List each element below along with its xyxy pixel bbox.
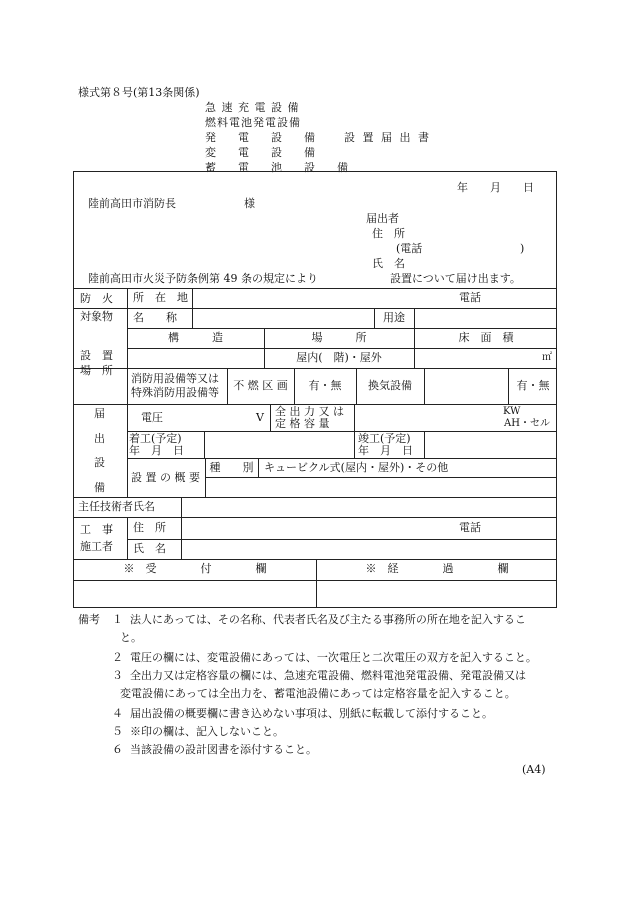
applicant-name-label: 氏 名 <box>372 257 405 270</box>
floor-area-label: 床 面 積 <box>458 331 514 344</box>
summary-label: 設 置 の 概 要 <box>131 471 200 484</box>
equipment-line-4: 変 電 設 備 <box>205 146 315 159</box>
output-unit-ah: AH・セル <box>504 418 550 429</box>
fireproof-value: 有・無 <box>308 379 342 392</box>
note-3-line1: 全出力又は定格容量の欄には、急速充電設備、燃料電池発電設備、発電設備又は <box>130 669 526 682</box>
paper-size: (A4) <box>522 763 546 776</box>
contractor-header-line2: 施工者 <box>80 540 113 553</box>
start-date-line1: 着工(予定) <box>129 432 182 445</box>
equipment-line-1: 急 速 充 電 設 備 <box>205 101 300 114</box>
finish-date-line1: 竣工(予定) <box>358 432 411 445</box>
form-title-suffix: 設 置 届 出 書 <box>344 131 431 144</box>
note-1-line2: と。 <box>120 631 142 644</box>
fireproof-label: 不 燃 区 画 <box>233 379 288 392</box>
finish-date-line2: 年 月 日 <box>358 444 413 457</box>
note-1-line1: 法人にあっては、その名称、代表者氏名及び主たる事務所の所在地を記入するこ <box>130 613 526 626</box>
type-label: 種 別 <box>209 461 254 474</box>
note-5-number: ５ <box>112 725 123 738</box>
install-header-line2: 場 所 <box>80 364 113 377</box>
ventilation-label: 換気設備 <box>368 379 412 392</box>
output-unit-kw: KW <box>503 406 521 417</box>
applicant-address-label: 住 所 <box>372 227 405 240</box>
target-header-line1: 防 火 <box>80 292 113 305</box>
note-6-line1: 当該設備の設計図書を添付すること。 <box>130 743 317 756</box>
start-date-line2: 年 月 日 <box>129 444 184 457</box>
structure-label: 構 造 <box>168 331 223 344</box>
notes-heading: 備考 <box>78 613 100 626</box>
contractor-address-label: 住 所 <box>133 521 166 534</box>
statement-right: 設置について届け出ます。 <box>390 272 521 285</box>
equipment-line-3: 発 電 設 備 <box>205 131 315 144</box>
note-2-line1: 電圧の欄には、変電設備にあっては、一次電圧と二次電圧の双方を記入すること。 <box>130 651 537 664</box>
contractor-phone-label: 電話 <box>459 521 481 534</box>
note-1-number: １ <box>112 613 123 626</box>
target-name-label: 名 称 <box>133 311 177 324</box>
type-value: キュービクル式(屋内・屋外)・その他 <box>264 461 449 474</box>
voltage-unit: V <box>256 411 264 424</box>
place-label: 場 所 <box>311 331 367 344</box>
note-4-line1: 届出設備の概要欄に書き込めない事項は、別紙に転載して添付すること。 <box>130 707 493 720</box>
notification-form <box>73 171 557 608</box>
fire-equipment-line2: 特殊消防用設備等 <box>131 386 219 399</box>
applicant-label: 届出者 <box>366 212 399 225</box>
target-header-line2: 対象物 <box>80 310 113 323</box>
output-label-line2: 定 格 容 量 <box>275 417 330 430</box>
output-label-line1: 全 出 力 又 は <box>275 405 344 418</box>
addressee: 陸前高田市消防長 <box>88 197 176 210</box>
install-header-line1: 設 置 <box>80 349 113 362</box>
note-2-number: ２ <box>112 651 123 664</box>
equipment-header-char-1: 届 <box>94 407 105 420</box>
note-3-number: ３ <box>112 669 123 682</box>
target-location-label: 所 在 地 <box>133 291 188 304</box>
equipment-line-5: 蓄 電 池 設 備 <box>205 161 348 174</box>
equipment-header-char-3: 設 <box>94 456 105 469</box>
fire-equipment-line1: 消防用設備等又は <box>131 372 219 385</box>
target-phone-label: 電話 <box>459 291 481 304</box>
contractor-name-label: 氏 名 <box>133 542 166 555</box>
progress-label: ※ 経 過 欄 <box>365 562 509 575</box>
note-6-number: ６ <box>112 743 123 756</box>
equipment-header-char-4: 備 <box>94 481 105 494</box>
note-5-line1: ※印の欄は、記入しないこと。 <box>130 725 284 738</box>
statement-left: 陸前高田市火災予防条例第 49 条の規定により <box>88 272 318 285</box>
note-4-number: ４ <box>112 707 123 720</box>
equipment-line-2: 燃料電池発電設備 <box>205 116 301 129</box>
target-use-label: 用途 <box>383 311 405 324</box>
voltage-label: 電圧 <box>141 411 163 424</box>
equipment-header-char-2: 出 <box>94 432 105 445</box>
engineer-label: 主任技術者氏名 <box>78 500 155 513</box>
addressee-honorific: 様 <box>244 197 255 210</box>
applicant-phone-label: (電話 <box>396 242 423 255</box>
contractor-header-line1: 工 事 <box>80 523 113 536</box>
ventilation-value: 有・無 <box>516 379 550 392</box>
reception-label: ※ 受 付 欄 <box>123 562 267 575</box>
form-number: 様式第８号(第13条関係) <box>78 86 200 99</box>
place-value: 屋内( 階)・屋外 <box>296 351 382 364</box>
applicant-phone-close: ) <box>520 242 525 255</box>
area-unit: ㎡ <box>542 352 552 363</box>
date-line: 年 月 日 <box>457 181 534 194</box>
note-3-line2: 変電設備にあっては全出力を、蓄電池設備にあっては定格容量を記入すること。 <box>120 687 516 700</box>
